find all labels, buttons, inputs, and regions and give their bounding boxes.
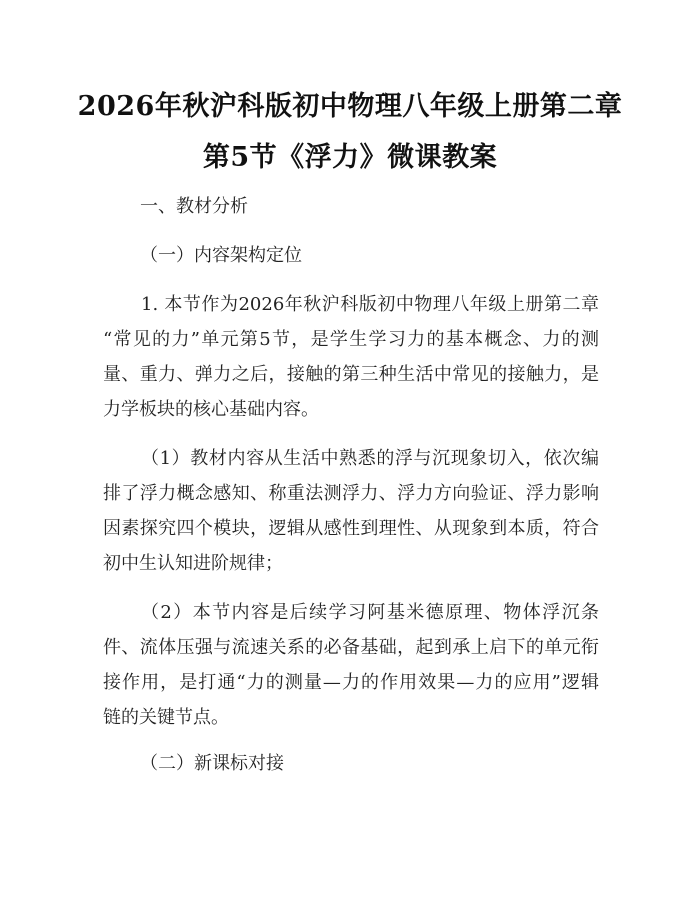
paragraph-line: 因素探究四个模块，逻辑从感性到理性、从现象到本质，符合 [103, 518, 599, 539]
paragraph-line: 初中生认知进阶规律； [103, 553, 283, 574]
paragraph-line: （1）教材内容从生活中熟悉的浮与沉现象切入，依次编 [141, 448, 599, 469]
paragraph-content-arrangement [103, 441, 599, 581]
paragraph-line: 量、重力、弹力之后，接触的第三种生活中常见的接触力，是 [103, 364, 599, 385]
paragraph-foundation-role [103, 595, 599, 735]
subsection-heading-content-structure: （一）内容架构定位 [140, 245, 302, 266]
document-title-line-1: 2026年秋沪科版初中物理八年级上册第二章 [77, 91, 623, 122]
document-title-line-2: 第5节《浮力》微课教案 [202, 142, 498, 173]
subsection-heading-curriculum-standards: （二）新课标对接 [140, 753, 284, 774]
paragraph-line: 1. 本节作为2026年秋沪科版初中物理八年级上册第二章 [141, 294, 599, 315]
paragraph-line: 件、流体压强与流速关系的必备基础，起到承上启下的单元衔 [103, 637, 599, 658]
paragraph-line: （2）本节内容是后续学习阿基米德原理、物体浮沉条 [141, 602, 599, 623]
paragraph-line: 排了浮力概念感知、称重法测浮力、浮力方向验证、浮力影响 [103, 483, 599, 504]
section-heading-textbook-analysis: 一、教材分析 [140, 196, 248, 217]
paragraph-line: 力学板块的核心基础内容。 [103, 399, 319, 420]
paragraph-line: 接作用，是打通“力的测量—力的作用效果—力的应用”逻辑 [103, 672, 599, 693]
paragraph-line: “常见的力”单元第5节，是学生学习力的基本概念、力的测 [103, 329, 599, 350]
paragraph-line: 链的关键节点。 [103, 707, 229, 728]
paragraph-section-position [103, 287, 599, 427]
